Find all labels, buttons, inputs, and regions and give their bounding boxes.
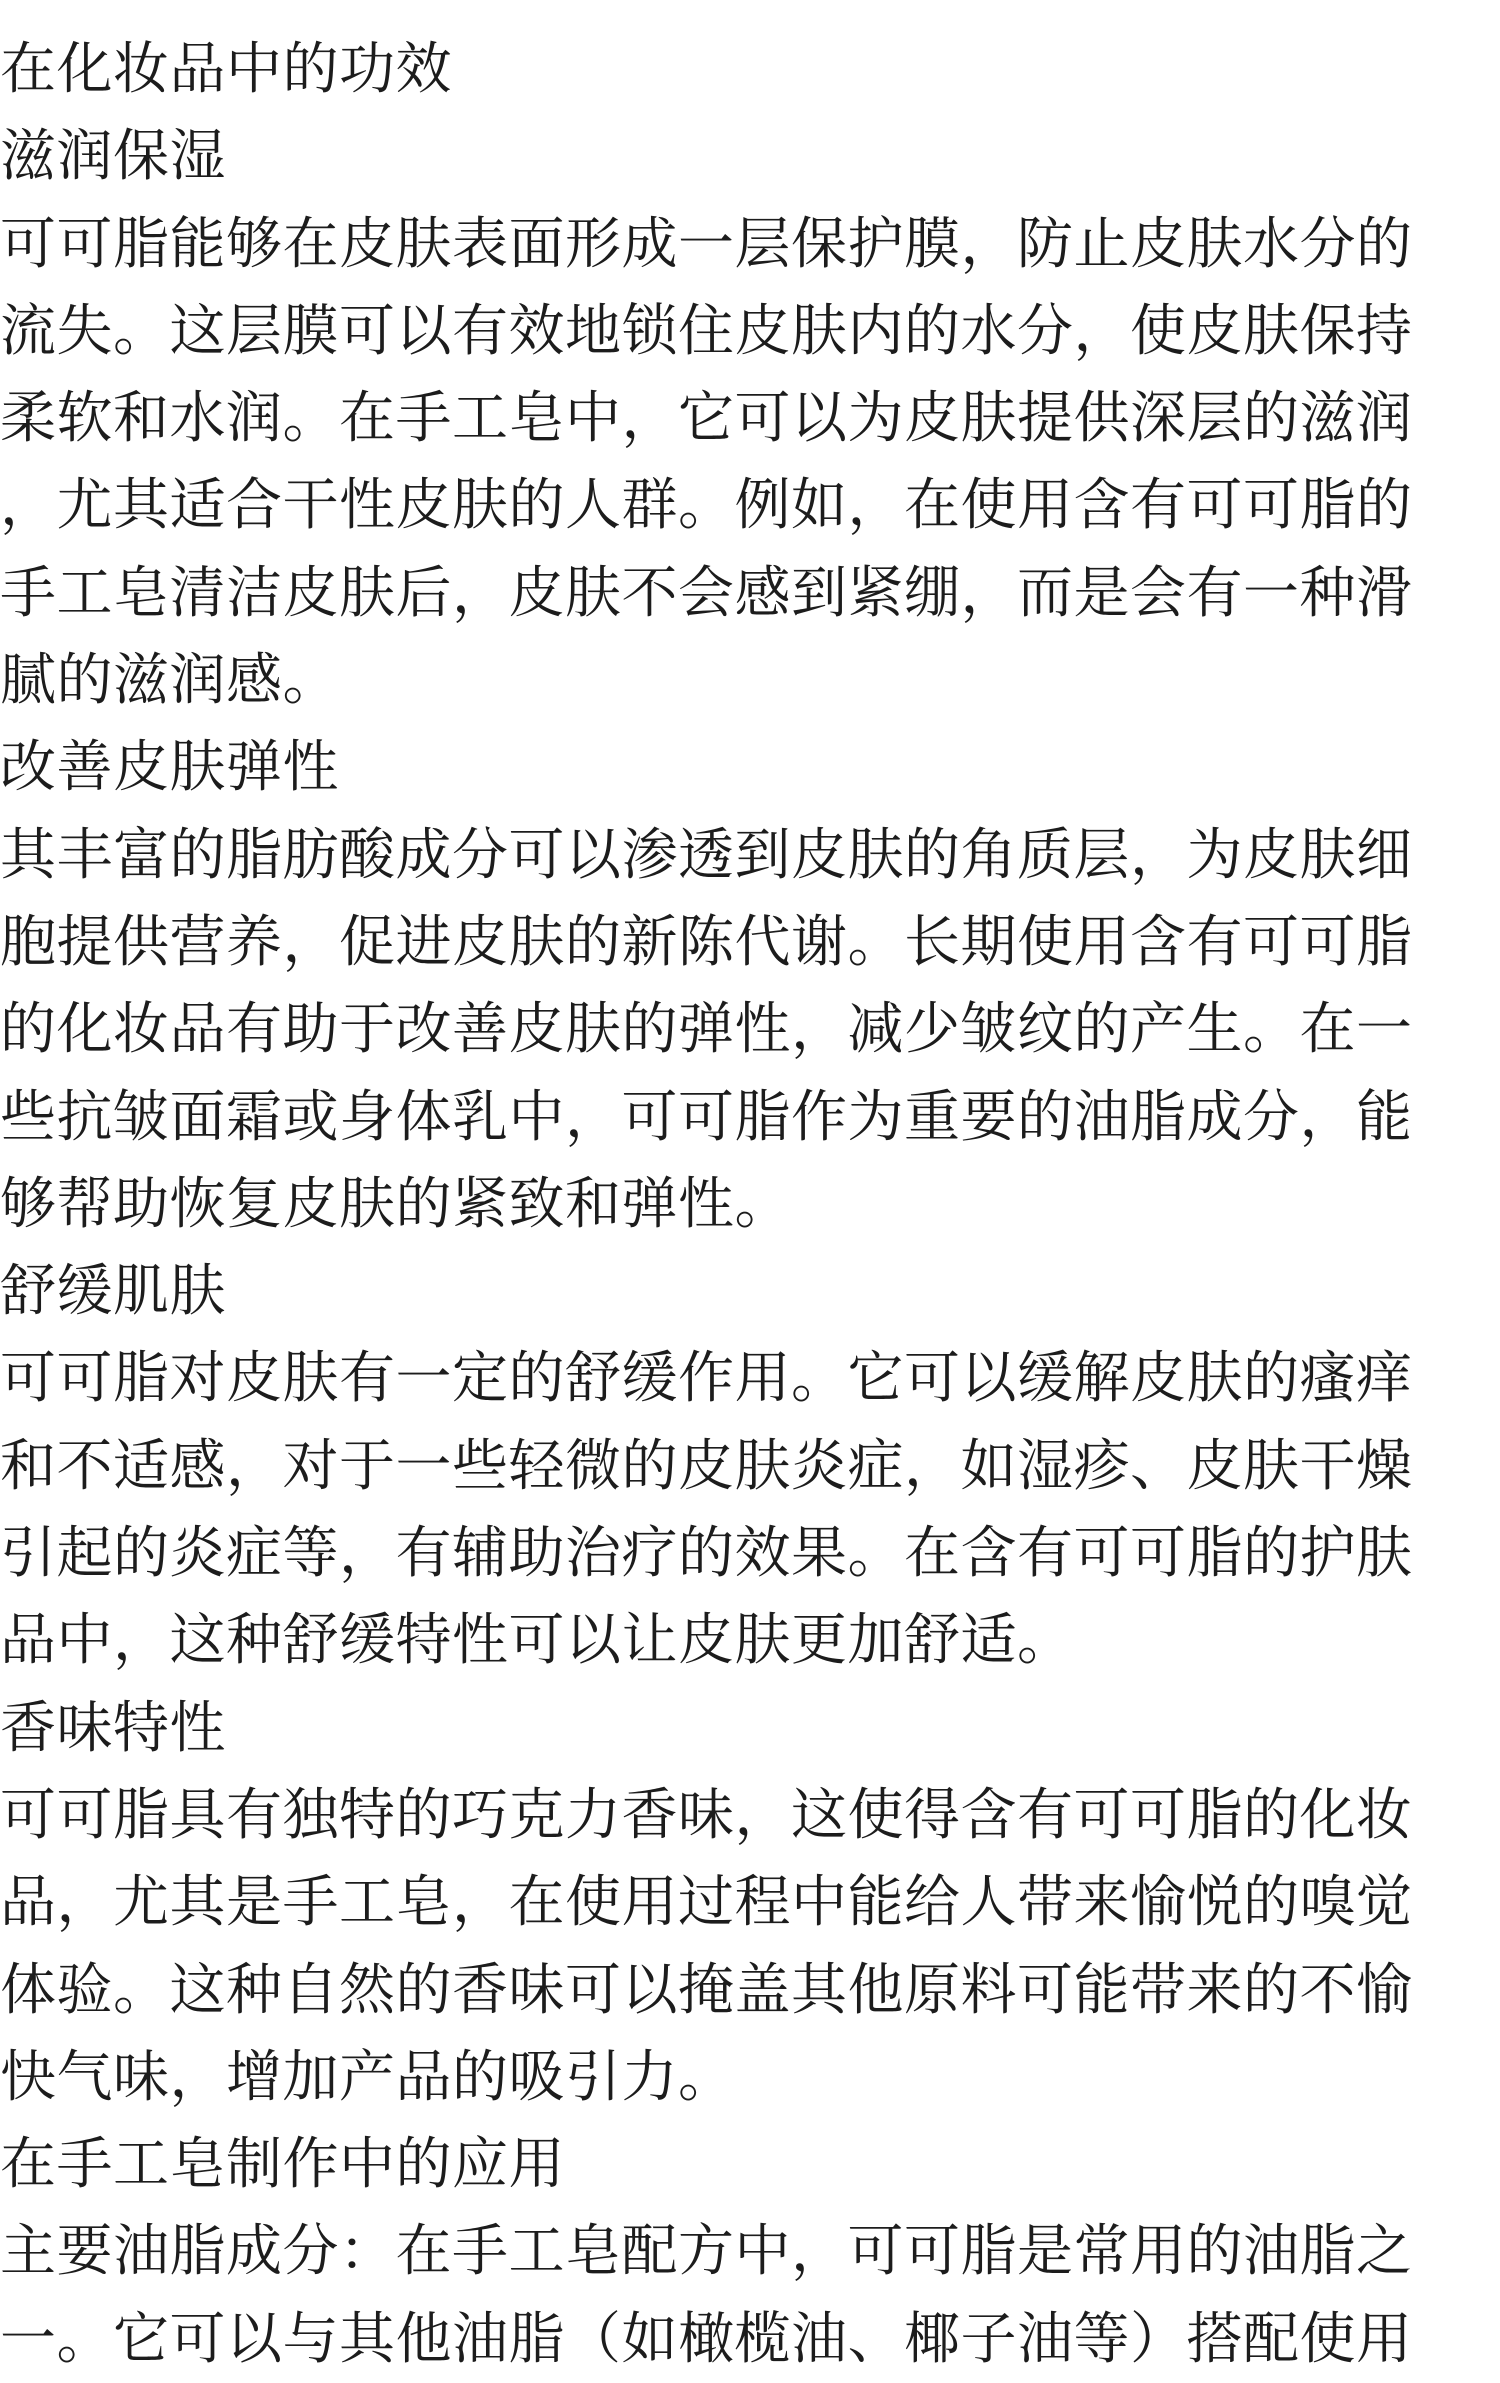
- paragraph-soothing: 可可脂对皮肤有一定的舒缓作用。它可以缓解皮肤的瘙痒 和不适感，对于一些轻微的皮肤炎症，如湿疹、皮肤干燥 引起的炎症等，有辅助治疗的效果。在含有可可脂的护肤 品中，这种舒缓特性可以让皮肤更加舒适。: [0, 1346, 1413, 1674]
- paragraph-main-oil: 主要油脂成分：在手工皂配方中，可可脂是常用的油脂之 一。它可以与其他油脂（如橄榄油、椰子油等）搭配使用: [0, 2219, 1413, 2372]
- paragraph-elasticity: 其丰富的脂肪酸成分可以渗透到皮肤的角质层，为皮肤细 胞提供营养，促进皮肤的新陈代谢。长期使用含有可可脂 的化妆品有助于改善皮肤的弹性，减少皱纹的产生。在一 些抗皱面霜或身体乳中，可可脂作为重要的油脂成分，能 够帮助恢复皮肤的紧致和弹性。: [0, 822, 1413, 1237]
- section-title: 在化妆品中的功效: [0, 37, 452, 102]
- section-title-soap: 在手工皂制作中的应用: [0, 2132, 565, 2198]
- heading-fragrance: 香味特性: [0, 1695, 226, 1761]
- paragraph-fragrance: 可可脂具有独特的巧克力香味，这使得含有可可脂的化妆 品，尤其是手工皂，在使用过程中能给人带来愉悦的嗅觉 体验。这种自然的香味可以掩盖其他原料可能带来的不愉 快气味，增加产品的吸引力。: [0, 1782, 1413, 2110]
- heading-elasticity: 改善皮肤弹性: [0, 735, 339, 801]
- document-body: [0, 26, 1460, 2383]
- heading-soothing: 舒缓肌肤: [0, 1259, 226, 1325]
- paragraph-moisturizing: 可可脂能够在皮肤表面形成一层保护膜，防止皮肤水分的 流失。这层膜可以有效地锁住皮肤内的水分，使皮肤保持 柔软和水润。在手工皂中，它可以为皮肤提供深层的滋润 ，尤其适合干性皮肤的人群。例如，在使用含有可可脂的 手工皂清洁皮肤后，皮肤不会感到紧绷，而是会有一种滑 腻的滋润感。: [0, 211, 1413, 714]
- heading-moisturizing: 滋润保湿: [0, 124, 226, 190]
